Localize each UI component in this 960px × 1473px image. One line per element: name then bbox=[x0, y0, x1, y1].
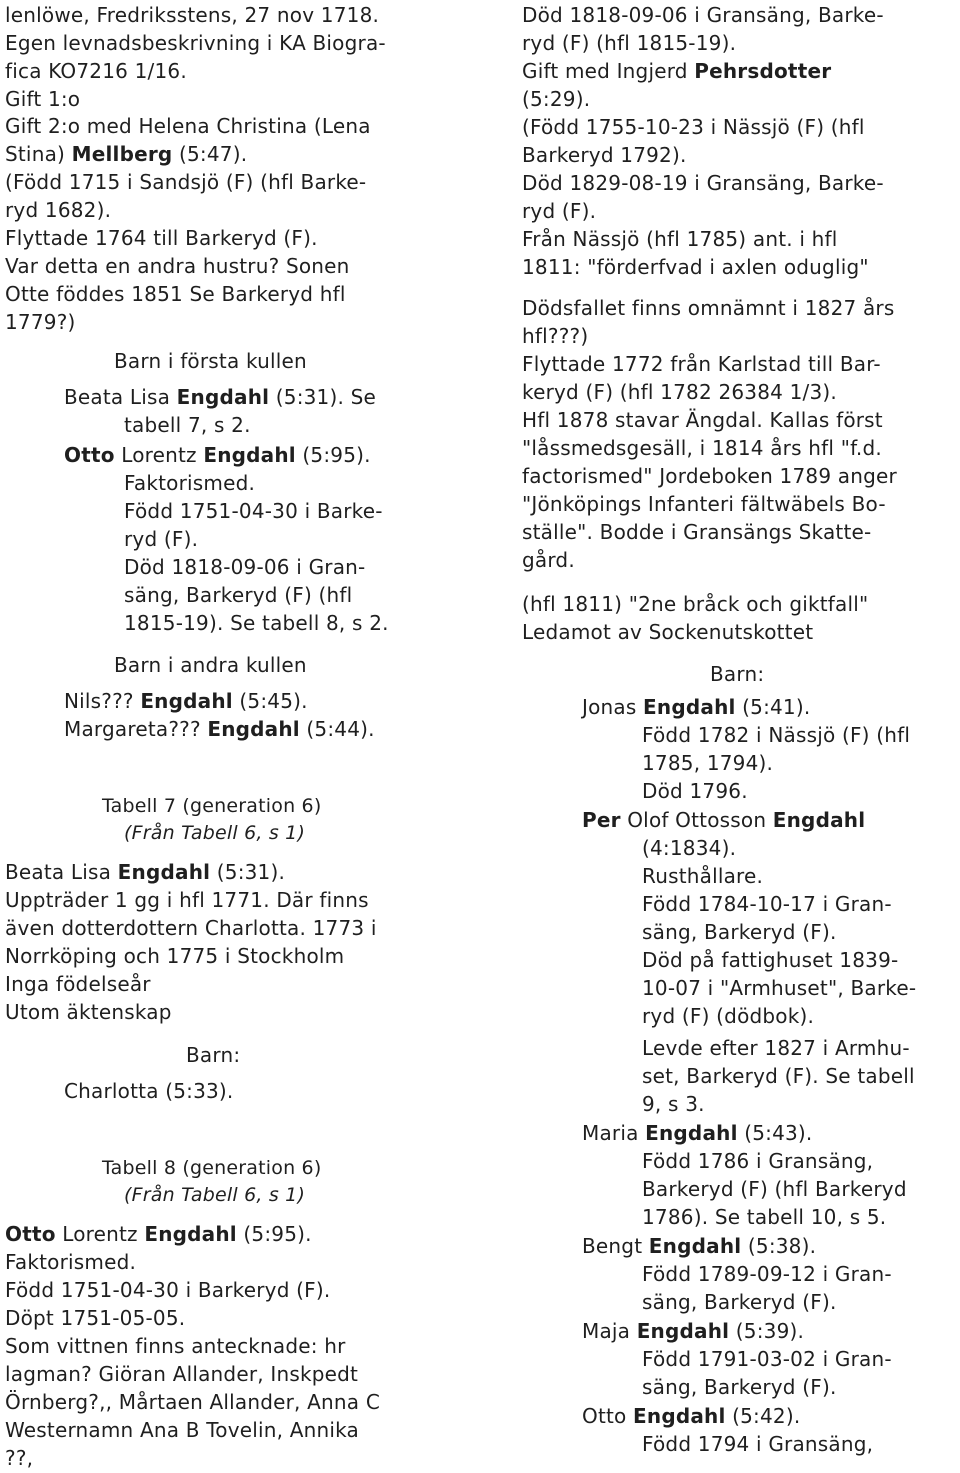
text-line: Född 1789-09-12 i Gran- bbox=[642, 1262, 892, 1286]
text-line: Barkeryd (F) (hfl Barkeryd bbox=[642, 1177, 907, 1201]
given-name: Maria bbox=[582, 1121, 646, 1145]
text-line: (4:1834). bbox=[642, 836, 737, 860]
text-line: (hfl 1811) "2ne bråck och giktfall" bbox=[522, 592, 869, 616]
text-line: Död 1818-09-06 i Gran- bbox=[124, 555, 366, 579]
surname: Engdahl bbox=[643, 695, 736, 719]
text-line: Död 1796. bbox=[642, 779, 748, 803]
text-line: Barkeryd 1792). bbox=[522, 143, 687, 167]
text-line: Faktorismed. bbox=[5, 1250, 137, 1274]
text-line: "låssmedsgesäll, i 1814 års hfl "f.d. bbox=[522, 436, 882, 460]
table7-subheading: (Från Tabell 6, s 1) bbox=[124, 822, 306, 844]
surname: Engdahl bbox=[636, 1319, 730, 1343]
spouse-ref: (5:47). bbox=[172, 142, 248, 166]
text-line: Westernamn Ana B Tovelin, Annika bbox=[5, 1418, 360, 1442]
text-line: även dotterdottern Charlotta. 1773 i bbox=[5, 916, 377, 940]
given-name: Bengt bbox=[582, 1234, 649, 1258]
surname: Engdahl bbox=[117, 860, 211, 884]
given-name: Jonas bbox=[582, 695, 644, 719]
text-line: Ledamot av Sockenutskottet bbox=[522, 620, 814, 644]
surname: Engdahl bbox=[645, 1121, 738, 1145]
child-entry bbox=[64, 715, 375, 743]
text-line: Var detta en andra hustru? Sonen bbox=[5, 254, 350, 278]
table7-children-heading: Barn: bbox=[186, 1043, 241, 1067]
child-entry bbox=[582, 693, 810, 721]
text-line: Gift 1:o bbox=[5, 87, 81, 111]
surname: Engdahl bbox=[203, 443, 296, 467]
text-line: 10-07 i "Armhuset", Barke- bbox=[642, 976, 917, 1000]
text-line: Uppträder 1 gg i hfl 1771. Där finns bbox=[5, 888, 369, 912]
text-line: Norrköping och 1775 i Stockholm bbox=[5, 944, 345, 968]
text-line: Född 1782 i Nässjö (F) (hfl bbox=[642, 723, 911, 747]
given-name: Otto bbox=[582, 1404, 634, 1428]
text-line: Född 1794 i Gransäng, bbox=[642, 1432, 874, 1456]
spouse-line bbox=[5, 140, 247, 168]
ref: (5:42). bbox=[725, 1404, 801, 1428]
text-line: keryd (F) (hfl 1782 26384 1/3). bbox=[522, 380, 837, 404]
text-line: lenlöwe, Fredriksstens, 27 nov 1718. bbox=[5, 3, 380, 27]
text-line: Född 1751-04-30 i Barkeryd (F). bbox=[5, 1278, 331, 1302]
text-line: ryd 1682). bbox=[5, 198, 112, 222]
text-line: set, Barkeryd (F). Se tabell bbox=[642, 1064, 915, 1088]
spouse-surname: Pehrsdotter bbox=[694, 59, 832, 83]
text-line: (Född 1715 i Sandsjö (F) (hfl Barke- bbox=[5, 170, 367, 194]
text-line: (5:29). bbox=[522, 87, 591, 111]
surname: Engdahl bbox=[140, 689, 233, 713]
person-entry bbox=[5, 1220, 312, 1248]
text-line: ryd (F) (hfl 1815-19). bbox=[522, 31, 737, 55]
text-line: 1779?) bbox=[5, 310, 76, 334]
ref: (5:44). bbox=[299, 717, 375, 741]
given-name: Maja bbox=[582, 1319, 637, 1343]
text-line: 1811: "förderfvad i axlen oduglig" bbox=[522, 255, 869, 279]
ref: (5:39). bbox=[729, 1319, 805, 1343]
child-entry bbox=[582, 1119, 812, 1147]
ref: (5:95). bbox=[295, 443, 371, 467]
child-entry bbox=[582, 1232, 816, 1260]
spouse-given-name: Stina) bbox=[5, 142, 72, 166]
text-line: Som vittnen finns antecknade: hr bbox=[5, 1334, 346, 1358]
table8-heading: Tabell 8 (generation 6) bbox=[102, 1157, 322, 1179]
text-line: Gift 2:o med Helena Christina (Lena bbox=[5, 114, 371, 138]
text-line: Faktorismed. bbox=[124, 471, 256, 495]
given-name: Beata Lisa bbox=[64, 385, 177, 409]
text-line: säng, Barkeryd (F) (hfl bbox=[124, 583, 353, 607]
text-line: Från Nässjö (hfl 1785) ant. i hfl bbox=[522, 227, 838, 251]
spouse-prefix: Gift med Ingjerd bbox=[522, 59, 695, 83]
child-entry: Charlotta (5:33). bbox=[64, 1079, 234, 1103]
text-line: Flyttade 1764 till Barkeryd (F). bbox=[5, 226, 318, 250]
text-line: 1785, 1794). bbox=[642, 751, 774, 775]
text-line: ryd (F). bbox=[124, 527, 199, 551]
first-bed-heading: Barn i första kullen bbox=[114, 349, 307, 373]
table8-subheading: (Från Tabell 6, s 1) bbox=[124, 1184, 306, 1206]
text-line: Utom äktenskap bbox=[5, 1000, 172, 1024]
text-line: fica KO7216 1/16. bbox=[5, 59, 187, 83]
text-line: ryd (F). bbox=[522, 199, 597, 223]
text-line: Inga födelseår bbox=[5, 972, 151, 996]
text-line: säng, Barkeryd (F). bbox=[642, 1375, 837, 1399]
text-line: Rusthållare. bbox=[642, 864, 764, 888]
text-line: Född 1791-03-02 i Gran- bbox=[642, 1347, 892, 1371]
text-line: gård. bbox=[522, 548, 575, 572]
text-line: "Jönköpings Infanteri fältwäbels Bo- bbox=[522, 492, 886, 516]
child-entry bbox=[582, 806, 865, 834]
child-entry bbox=[582, 1317, 804, 1345]
surname: Engdahl bbox=[648, 1234, 742, 1258]
text-line: Örnberg?,, Mårtaen Allander, Anna C bbox=[5, 1390, 380, 1414]
text-line: Död 1829-08-19 i Gransäng, Barke- bbox=[522, 171, 884, 195]
person-entry bbox=[5, 858, 285, 886]
surname: Engdahl bbox=[633, 1404, 726, 1428]
ref: (5:38). bbox=[741, 1234, 817, 1258]
text-line: 1815-19). Se tabell 8, s 2. bbox=[124, 611, 389, 635]
text-line: Född 1784-10-17 i Gran- bbox=[642, 892, 892, 916]
surname: Engdahl bbox=[144, 1222, 237, 1246]
ref: (5:43). bbox=[737, 1121, 813, 1145]
second-bed-heading: Barn i andra kullen bbox=[114, 653, 307, 677]
text-line: lagman? Giöran Allander, Inskpedt bbox=[5, 1362, 359, 1386]
text-line: Levde efter 1827 i Armhu- bbox=[642, 1036, 910, 1060]
text-line: 1786). Se tabell 10, s 5. bbox=[642, 1205, 887, 1229]
text-line: Egen levnadsbeskrivning i KA Biogra- bbox=[5, 31, 386, 55]
given-name: Per bbox=[582, 808, 621, 832]
surname: Engdahl bbox=[176, 385, 270, 409]
text-line: Död 1818-09-06 i Gransäng, Barke- bbox=[522, 3, 884, 27]
ref: (5:95). bbox=[236, 1222, 312, 1246]
text-line: Dödsfallet finns omnämnt i 1827 års bbox=[522, 296, 895, 320]
text-line: säng, Barkeryd (F). bbox=[642, 1290, 837, 1314]
given-name: Nils??? bbox=[64, 689, 141, 713]
text-line: Född 1751-04-30 i Barke- bbox=[124, 499, 383, 523]
text-line: factorismed" Jordeboken 1789 anger bbox=[522, 464, 897, 488]
surname: Engdahl bbox=[207, 717, 300, 741]
table7-heading: Tabell 7 (generation 6) bbox=[102, 795, 322, 817]
text-line: (Född 1755-10-23 i Nässjö (F) (hfl bbox=[522, 115, 865, 139]
middle-name: Lorentz bbox=[114, 443, 204, 467]
given-name: Margareta??? bbox=[64, 717, 208, 741]
text-line: Otte föddes 1851 Se Barkeryd hfl bbox=[5, 282, 346, 306]
text-line: ställe". Bodde i Gransängs Skatte- bbox=[522, 520, 872, 544]
middle-name: Olof Ottosson bbox=[620, 808, 773, 832]
ref: (5:31). bbox=[210, 860, 286, 884]
child-entry bbox=[582, 1402, 800, 1430]
text-line: ryd (F) (dödbok). bbox=[642, 1004, 815, 1028]
text-line: Döpt 1751-05-05. bbox=[5, 1306, 186, 1330]
text-line: Död på fattighuset 1839- bbox=[642, 948, 899, 972]
spouse-surname: Mellberg bbox=[71, 142, 173, 166]
surname: Engdahl bbox=[772, 808, 866, 832]
text-line: Född 1786 i Gransäng, bbox=[642, 1149, 874, 1173]
middle-name: Lorentz bbox=[55, 1222, 145, 1246]
text-line: ??, bbox=[5, 1446, 34, 1470]
text-line: hfl???) bbox=[522, 324, 589, 348]
children-heading: Barn: bbox=[710, 662, 765, 686]
text-line: 9, s 3. bbox=[642, 1092, 705, 1116]
spouse-line bbox=[522, 57, 831, 85]
text-line: Flyttade 1772 från Karlstad till Bar- bbox=[522, 352, 881, 376]
given-name: Beata Lisa bbox=[5, 860, 118, 884]
child-entry bbox=[64, 687, 308, 715]
child-entry bbox=[64, 441, 371, 469]
text-line: säng, Barkeryd (F). bbox=[642, 920, 837, 944]
ref: (5:41). bbox=[735, 695, 811, 719]
given-name: Otto bbox=[64, 443, 115, 467]
ref: (5:31). Se bbox=[269, 385, 376, 409]
text-line: tabell 7, s 2. bbox=[124, 413, 251, 437]
text-line: Hfl 1878 stavar Ängdal. Kallas först bbox=[522, 408, 883, 432]
given-name: Otto bbox=[5, 1222, 56, 1246]
ref: (5:45). bbox=[232, 689, 308, 713]
child-entry bbox=[64, 383, 376, 411]
